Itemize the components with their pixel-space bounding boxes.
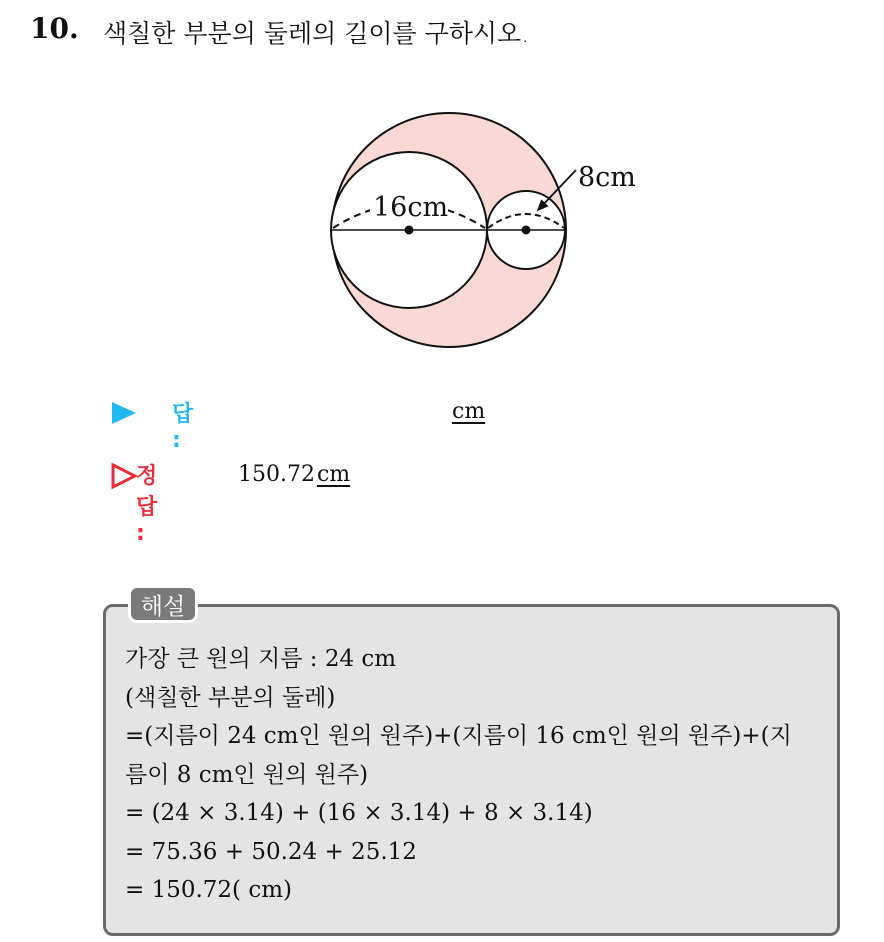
explanation-line: = 150.72( cm)	[125, 877, 293, 903]
explanation-line: =(지름이 24 cm인 원의 원주)+(지름이 16 cm인 원의 원주)+(지	[125, 723, 792, 749]
explanation-tag: 해설	[128, 585, 198, 623]
question-number: 10.	[30, 12, 79, 45]
small-center-dot	[522, 226, 531, 235]
correct-answer-value	[238, 462, 350, 487]
explanation-line: 름이 8 cm인 원의 원주)	[125, 761, 369, 788]
answer-label: 답 :	[172, 402, 195, 453]
explanation-line: 가장 큰 원의 지름 : 24 cm	[125, 646, 397, 672]
explanation-text	[125, 640, 835, 910]
explanation-line: = (24 × 3.14) + (16 × 3.14) + 8 × 3.14)	[125, 800, 593, 826]
correct-answer-unit: cm	[316, 462, 351, 487]
outline-triangle-icon	[110, 462, 138, 490]
big-diameter-label: 16cm	[373, 192, 449, 223]
small-diameter-label: 8cm	[578, 162, 636, 193]
circle-figure	[0, 0, 884, 400]
question-text: 색칠한 부분의 둘레의 길이를 구하시오.	[103, 19, 530, 48]
correct-answer-label: 정답 :	[136, 464, 159, 546]
medium-center-dot	[405, 226, 414, 235]
correct-answer-number: 150.72	[238, 462, 315, 487]
play-triangle-icon	[110, 400, 138, 426]
explanation-line: (색칠한 부분의 둘레)	[125, 684, 336, 711]
answer-unit-blank: cm	[452, 399, 486, 424]
explanation-line: = 75.36 + 50.24 + 25.12	[125, 838, 417, 865]
